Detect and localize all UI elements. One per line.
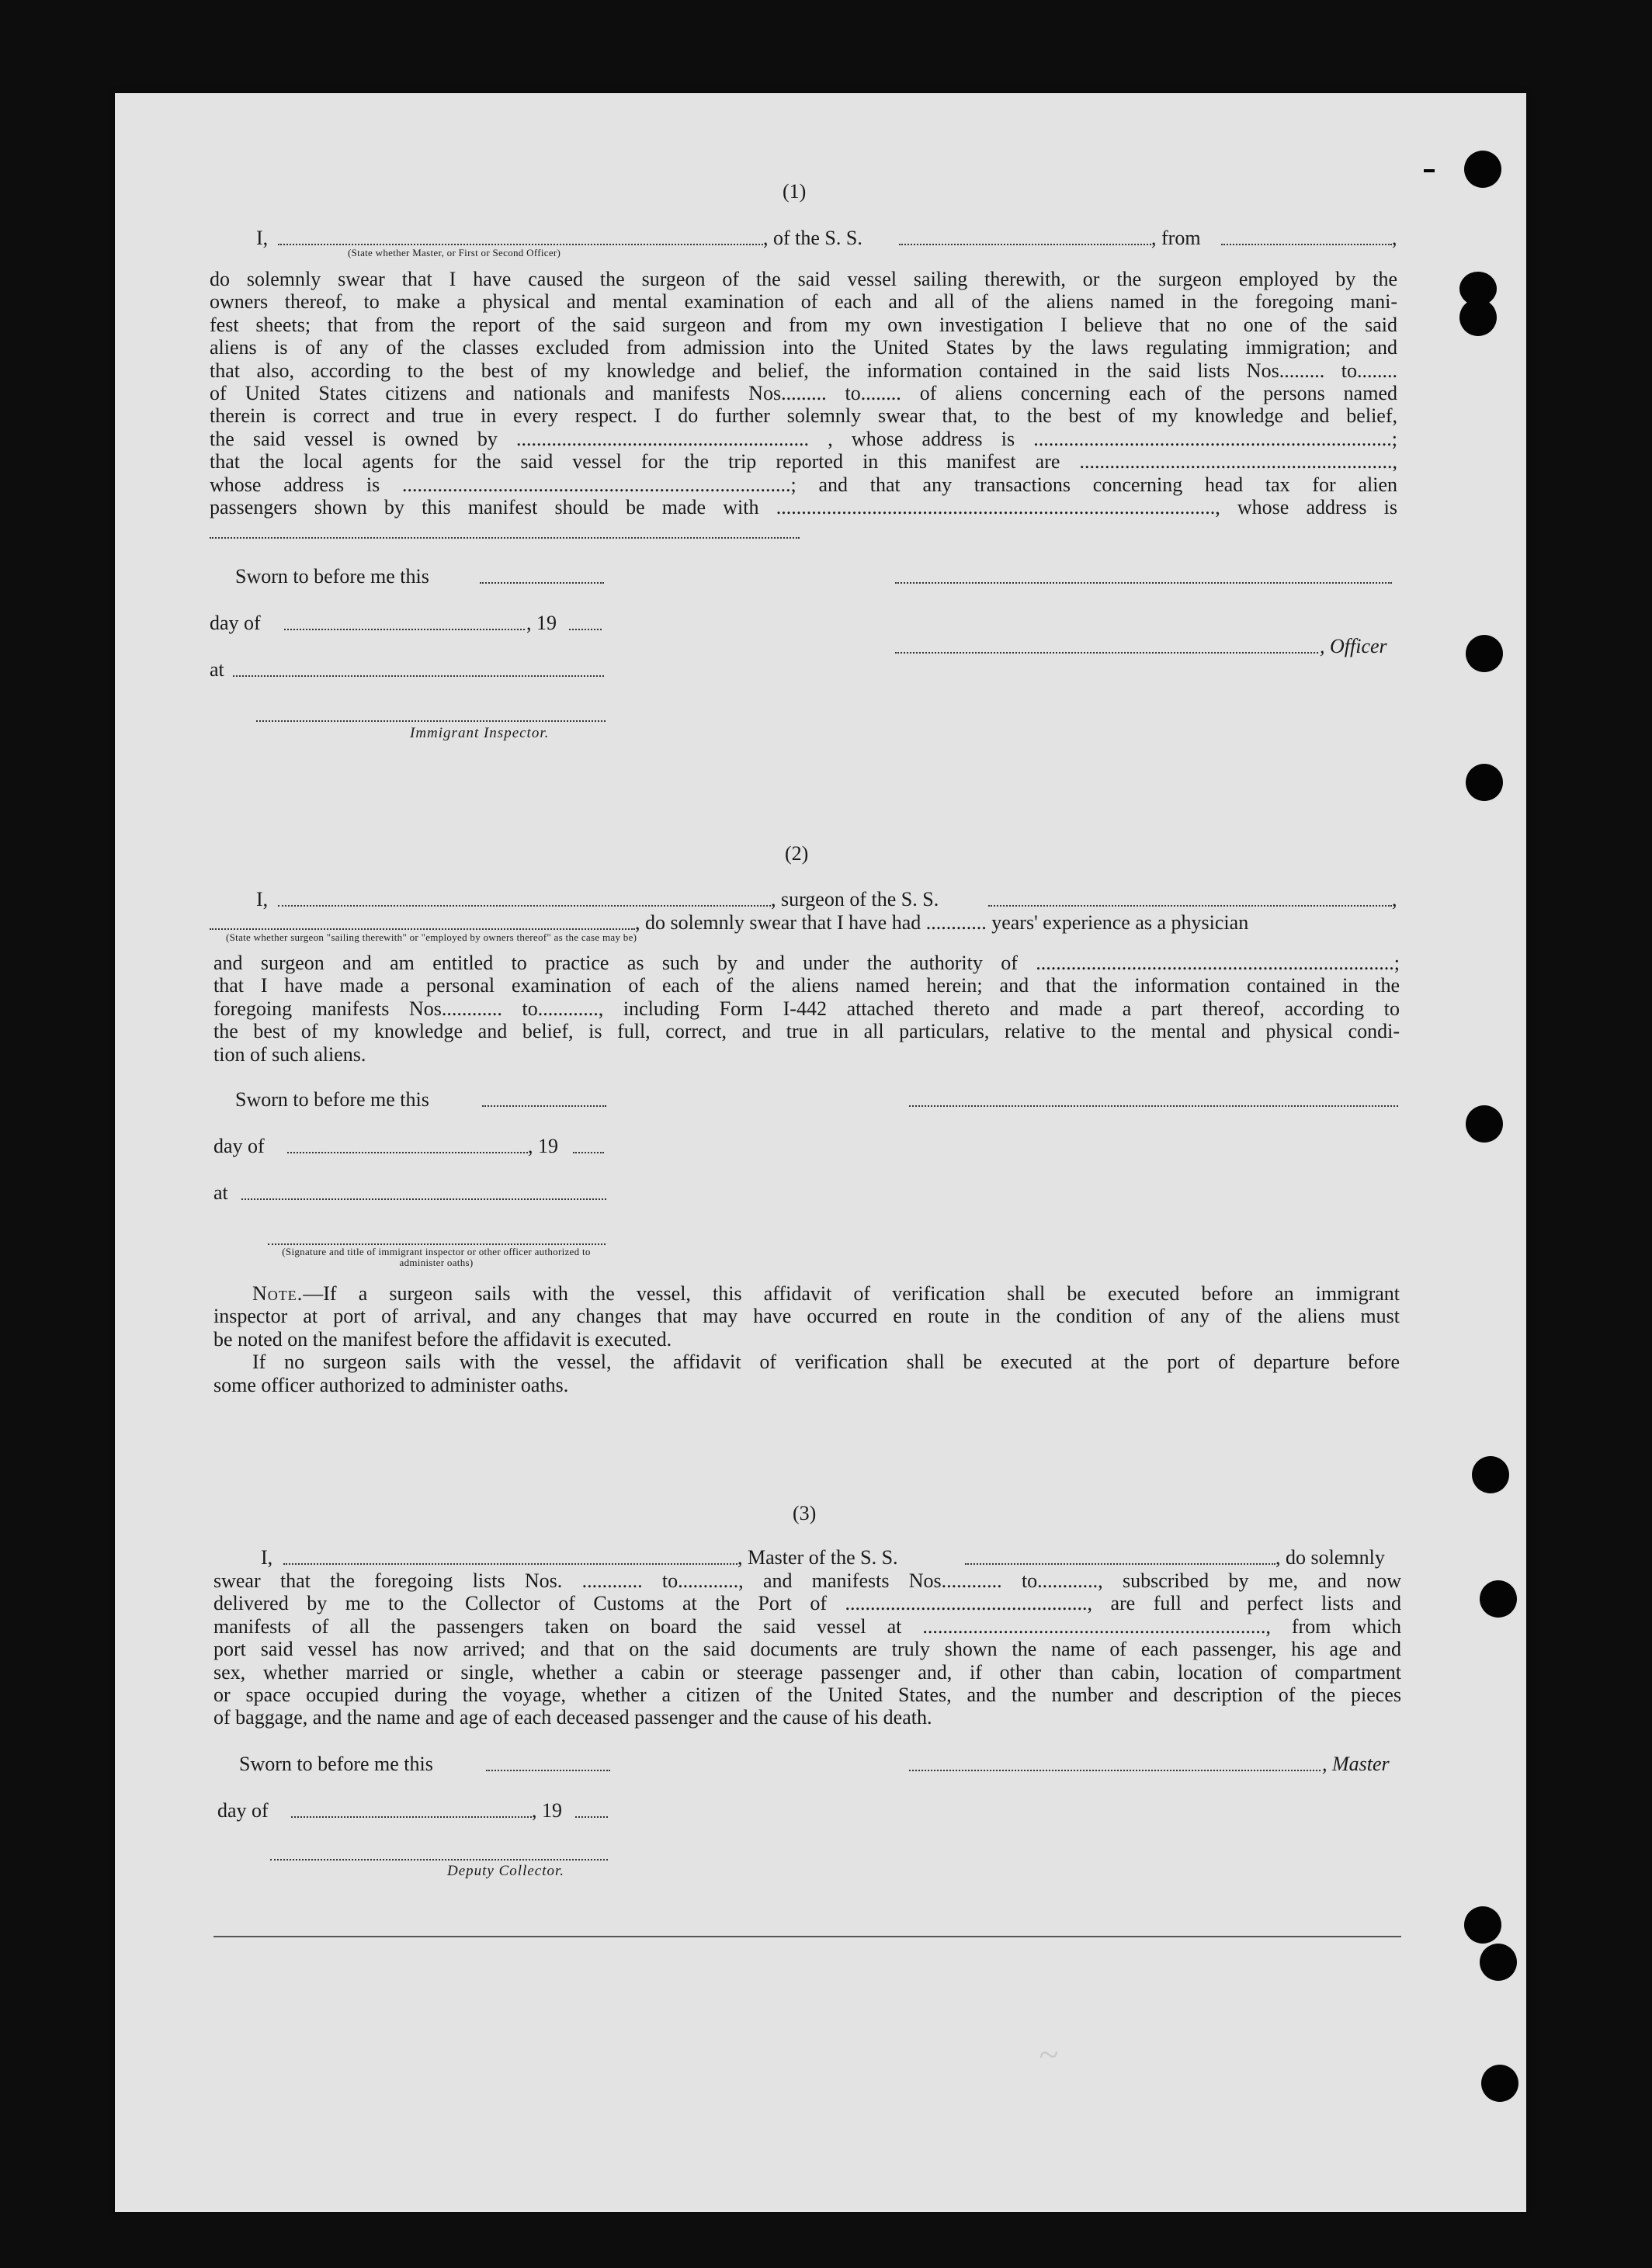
binder-hole	[1480, 1580, 1517, 1618]
s1-at-field[interactable]	[233, 675, 604, 677]
s1-line: that also, according to the best of my knowledge and belief, the information contained in the said lists Nos......... to........	[210, 359, 1397, 382]
binder-hole	[1466, 635, 1503, 672]
s2-swear: , do solemnly swear that I have had ............ years' experience as a physician	[635, 911, 1249, 934]
s2-signature-note: (Signature and title of immigrant inspector or other officer authorized to administer oaths)	[282, 1246, 591, 1268]
s1-from-field[interactable]	[1221, 244, 1392, 245]
s1-of-ss: , of the S. S.	[763, 227, 862, 249]
s2-note-line	[213, 1282, 1400, 1305]
s1-line: fest sheets; that from the report of the said surgeon and from my own investigation I believe that no one of the said	[210, 313, 1397, 336]
s3-solemnly: , do solemnly	[1275, 1546, 1385, 1569]
s1-address-field[interactable]	[210, 537, 800, 539]
s3-year-field[interactable]	[575, 1816, 608, 1818]
binder-hole	[1464, 151, 1501, 188]
note-label: Note.	[252, 1282, 304, 1305]
s2-year-field[interactable]	[573, 1152, 604, 1153]
s2-surgeon-of: , surgeon of the S. S.	[771, 888, 939, 910]
s3-line: sex, whether married or single, whether a cabin or steerage passenger and, if other than cabin, location of compartment	[213, 1660, 1401, 1684]
s1-from: , from	[1151, 227, 1201, 249]
s2-sworn-field[interactable]	[482, 1105, 606, 1107]
s1-signature-line[interactable]	[895, 582, 1392, 584]
s2-at-label: at	[213, 1181, 228, 1204]
s2-line: foregoing manifests Nos............ to............, including Form I-442 attached thereto and made a part thereof, according to	[213, 997, 1400, 1020]
s3-line: manifests of all the passengers taken on board the said vessel at ...................................................................., from which	[213, 1614, 1401, 1638]
s2-i: I,	[256, 888, 269, 910]
s1-inspector-label: Immigrant Inspector.	[410, 725, 550, 741]
s3-last-line: of baggage, and the name and age of each deceased passenger and the cause of his death.	[213, 1706, 932, 1729]
s1-day-field[interactable]	[284, 629, 525, 630]
s3-line: or space occupied during the voyage, whether a citizen of the United States, and the number and description of the pieces	[213, 1683, 1401, 1706]
s3-year-label: , 19	[532, 1799, 562, 1822]
s2-note-line: inspector at port of arrival, and any changes that may have occurred en route in the condition of any of the aliens must	[213, 1305, 1400, 1328]
note-text: —If a surgeon sails with the vessel, this affidavit of verification shall be executed before an immigrant	[303, 1282, 1400, 1305]
s2-last-line: tion of such aliens.	[213, 1042, 366, 1066]
s1-line: whose address is .............................................................................; and that any transactions concerning head tax for alien	[210, 473, 1397, 496]
s2-status-note: (State whether surgeon "sailing therewith" or "employed by owners thereof" as the case may be)	[226, 931, 637, 943]
s3-i: I,	[261, 1546, 273, 1569]
section-2-number: (2)	[785, 842, 809, 865]
s2-line: that I have made a personal examination of each of the aliens named herein; and that the information contained in the	[213, 974, 1400, 997]
s2-note-p2-last: some officer authorized to administer oaths.	[213, 1373, 569, 1396]
binder-hole	[1466, 764, 1503, 801]
s2-year-label: , 19	[528, 1135, 558, 1157]
s3-name-field[interactable]	[283, 1563, 738, 1565]
s1-line: owners thereof, to make a physical and mental examination of each and all of the aliens named in the foregoing mani-	[210, 290, 1397, 314]
binder-hole	[1472, 1456, 1509, 1493]
s1-line: passengers shown by this manifest should be made with ......................................................................................., whose address is	[210, 495, 1397, 518]
s2-note	[213, 1282, 1400, 1396]
binder-hole	[1464, 1906, 1501, 1944]
s1-line: that the local agents for the said vessel for the trip reported in this manifest are ..............................................................,	[210, 450, 1397, 473]
s2-officer-line[interactable]	[268, 1243, 606, 1245]
s3-master-label	[1322, 1753, 1390, 1775]
s2-at-field[interactable]	[241, 1198, 606, 1200]
s1-body	[210, 268, 1397, 518]
binder-hole	[1481, 2065, 1518, 2102]
s3-day-of-label: day of	[217, 1799, 269, 1822]
s1-officer-label	[1320, 635, 1387, 657]
section-1-number: (1)	[783, 180, 807, 203]
s1-year-field[interactable]	[569, 629, 602, 630]
bottom-rule	[213, 1936, 1401, 1937]
s3-day-field[interactable]	[291, 1816, 532, 1818]
s3-line: delivered by me to the Collector of Customs at the Port of ................................................, are full and perfect lists and	[213, 1592, 1401, 1615]
bleed-through-mark: ~	[1039, 2034, 1058, 2074]
section-3-number: (3)	[793, 1502, 817, 1524]
s2-comma: ,	[1392, 888, 1397, 910]
s1-year-label: , 19	[526, 612, 557, 634]
officer-text: , Officer	[1320, 635, 1387, 657]
s3-vessel-field[interactable]	[965, 1563, 1275, 1565]
master-text: , Master	[1322, 1753, 1390, 1775]
s1-i: I,	[256, 227, 269, 249]
s1-line: aliens is of any of the classes excluded from admission into the United States by the laws regulating immigration; and	[210, 336, 1397, 359]
s1-officer-note: (State whether Master, or First or Second Officer)	[348, 247, 561, 258]
edge-mark	[1424, 169, 1435, 172]
s2-vessel-field[interactable]	[988, 905, 1392, 907]
s1-officer-line[interactable]	[895, 652, 1318, 654]
s1-line: of United States citizens and nationals and manifests Nos......... to........ of aliens concerning each of the persons named	[210, 381, 1397, 404]
s3-sworn-field[interactable]	[486, 1770, 610, 1771]
s1-day-of-label: day of	[210, 612, 261, 634]
s3-sworn-label: Sworn to before me this	[239, 1753, 433, 1775]
s2-signature-line[interactable]	[909, 1105, 1398, 1107]
s2-day-of-label: day of	[213, 1135, 265, 1157]
s3-master-of: , Master of the S. S.	[738, 1546, 898, 1569]
s3-master-line[interactable]	[909, 1770, 1321, 1771]
s1-name-field[interactable]	[278, 244, 763, 245]
s3-line: port said vessel has now arrived; and that on the said documents are truly shown the name of each passenger, his age and	[213, 1638, 1401, 1661]
s3-line: swear that the foregoing lists Nos. ............ to............, and manifests Nos............ to............, subscribed by me, and now	[213, 1569, 1401, 1592]
s3-collector-label: Deputy Collector.	[447, 1863, 565, 1879]
s2-line: the best of my knowledge and belief, is full, correct, and true in all particulars, relative to the mental and physical condi-	[213, 1020, 1400, 1043]
s1-at-label: at	[210, 658, 224, 681]
s1-sworn-field[interactable]	[480, 582, 604, 584]
s2-day-field[interactable]	[287, 1152, 528, 1153]
s3-collector-line[interactable]	[270, 1859, 608, 1861]
binder-hole	[1480, 1944, 1517, 1981]
s1-sworn-label: Sworn to before me this	[235, 565, 429, 588]
binder-hole	[1466, 1105, 1503, 1143]
s3-body	[213, 1569, 1401, 1729]
s2-sworn-label: Sworn to before me this	[235, 1088, 429, 1111]
s2-status-field[interactable]	[210, 928, 635, 930]
s1-line: therein is correct and true in every respect. I do further solemnly swear that, to the best of my knowledge and belief,	[210, 404, 1397, 428]
s2-body	[213, 952, 1400, 1066]
s2-line: and surgeon and am entitled to practice as such by and under the authority of .......................................................................;	[213, 952, 1400, 974]
s2-note-last: be noted on the manifest before the affidavit is executed.	[213, 1327, 672, 1351]
s2-name-field[interactable]	[278, 905, 771, 907]
s1-line: the said vessel is owned by .......................................................... , whose address is .......................................................................;	[210, 427, 1397, 450]
s1-comma: ,	[1392, 227, 1397, 249]
s1-line: do solemnly swear that I have caused the surgeon of the said vessel sailing therewith, or the surgeon employed by the	[210, 268, 1397, 290]
s1-inspector-line[interactable]	[256, 720, 606, 722]
form-page	[115, 93, 1526, 2212]
s2-note-p2: If no surgeon sails with the vessel, the affidavit of verification shall be executed at the port of departure before	[252, 1351, 1400, 1374]
binder-hole	[1459, 299, 1497, 336]
s1-vessel-field[interactable]	[899, 244, 1151, 245]
